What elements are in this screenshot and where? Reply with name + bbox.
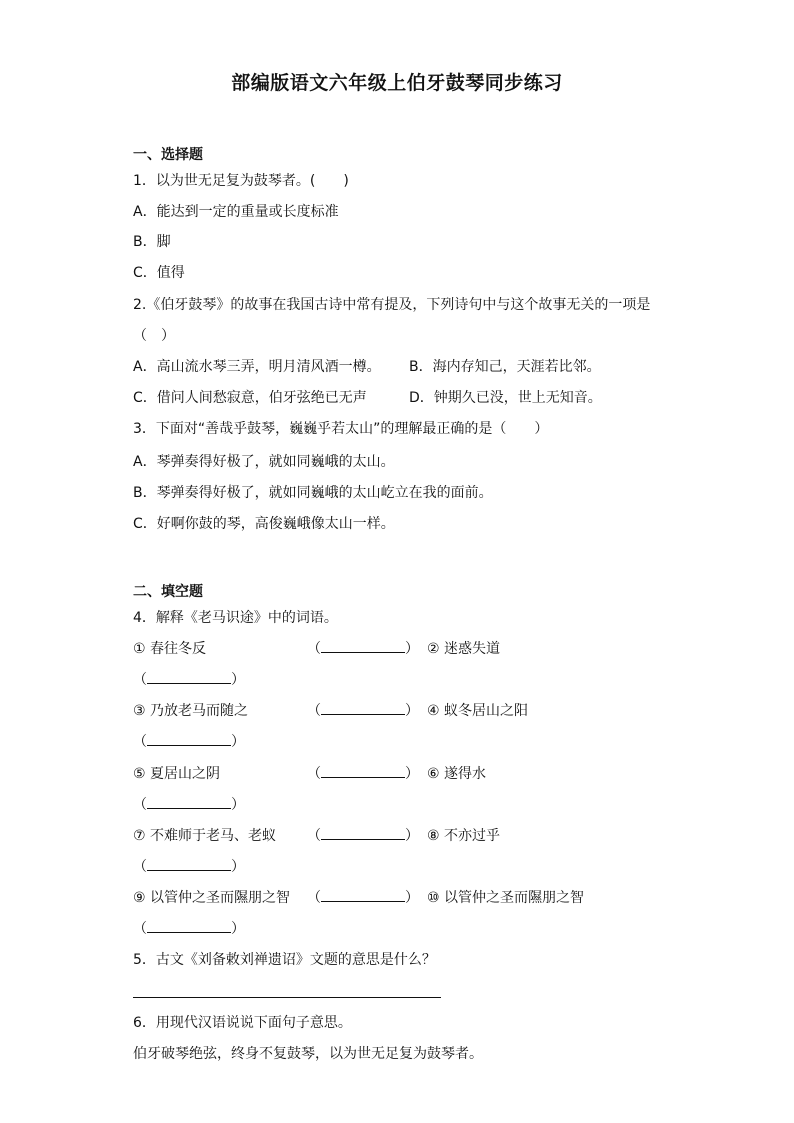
question-1-option-c: C．值得 [133,265,185,281]
q4-blank[interactable]: （ ） [133,859,245,875]
question-2-option-d: D．钟期久已没，世上无知音。 [409,390,602,406]
question-3-option-a: A．琴弹奏得好极了，就如同巍峨的太山。 [133,454,395,470]
question-6-stem: 6．用现代汉语说说下面句子意思。 [133,1015,352,1031]
question-1-option-b: B．脚 [133,234,171,250]
question-2-option-a: A．高山流水琴三弄，明月清风酒一樽。 [133,359,381,375]
q4-blank[interactable]: （ ） [133,672,245,688]
question-5-stem: 5．古文《刘备敕刘禅遗诏》文题的意思是什么？ [133,952,436,968]
question-1-stem: 1．以为世无足复为鼓琴者。( ) [133,173,349,189]
page-title: 部编版语文六年级上伯牙鼓琴同步练习 [231,72,563,94]
q4-blank[interactable]: （ ） [307,890,419,906]
question-3-option-c: C．好啊你鼓的琴，高俊巍峨像太山一样。 [133,516,395,532]
q4-blank[interactable]: （ ） [133,797,245,813]
q4-item-left: ⑦ 不难师于老马、老蚁 [133,828,277,844]
section-heading-fill: 二、填空题 [133,584,203,600]
question-6-sentence: 伯牙破琴绝弦，终身不复鼓琴，以为世无足复为鼓琴者。 [133,1046,483,1062]
q4-blank[interactable]: （ ） [133,921,245,937]
question-2-option-b: B．海内存知己，天涯若比邻。 [409,359,601,375]
question-5-answer-line[interactable] [133,997,441,998]
q4-blank[interactable]: （ ） [307,703,419,719]
question-3-option-b: B．琴弹奏得好极了，就如同巍峨的太山屹立在我的面前。 [133,485,493,501]
question-4-stem: 4．解释《老马识途》中的词语。 [133,610,338,626]
q4-item-right: ④ 蚁冬居山之阳 [427,703,529,719]
q4-item-left: ③ 乃放老马而随之 [133,703,249,719]
question-2-stem: 2.《伯牙鼓琴》的故事在我国古诗中常有提及，下列诗句中与这个故事无关的一项是 [133,297,651,313]
q4-blank[interactable]: （ ） [307,766,419,782]
question-1-option-a: A．能达到一定的重量或长度标准 [133,204,339,220]
q4-item-left: ⑤ 夏居山之阴 [133,766,221,782]
question-2-paren: （ ） [133,328,175,344]
q4-blank[interactable]: （ ） [307,641,419,657]
section-heading-choice: 一、选择题 [133,147,203,163]
q4-item-right: ② 迷惑失道 [427,641,501,657]
q4-blank[interactable]: （ ） [133,734,245,750]
q4-item-right: ⑧ 不亦过乎 [427,828,501,844]
q4-blank[interactable]: （ ） [307,828,419,844]
q4-item-right: ⑩ 以管仲之圣而隰朋之智 [427,890,585,906]
question-3-stem: 3．下面对“善哉乎鼓琴，巍巍乎若太山”的理解最正确的是（ ） [133,421,549,437]
q4-item-left: ⑨ 以管仲之圣而隰朋之智 [133,890,291,906]
q4-item-left: ① 春往冬反 [133,641,207,657]
q4-item-right: ⑥ 遂得水 [427,766,487,782]
question-2-option-c: C．借问人间愁寂意，伯牙弦绝已无声 [133,390,367,406]
